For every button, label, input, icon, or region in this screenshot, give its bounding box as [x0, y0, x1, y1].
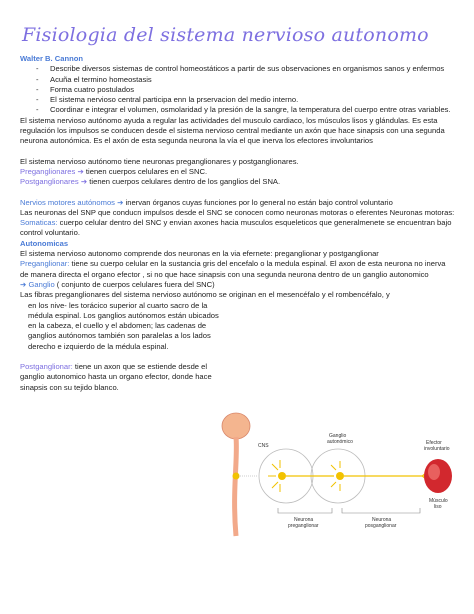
bullet-item: - Acuña el termino homeostasis: [34, 75, 456, 85]
paragraph-via: El sistema nervioso autonomo comprende dos neuronas en la via efernete: preganglionar y postganglionar: [20, 249, 379, 259]
arrow-icon: ➔: [117, 197, 124, 207]
label-posganglionar: posganglionar: [365, 523, 397, 529]
label-post-neurona: Neurona: [372, 517, 392, 523]
pregang-label: Preganglionar:: [20, 259, 70, 269]
pre-label: Preganglionares: [20, 166, 76, 176]
document-title: Fisiologia del sistema nervioso autonomo: [22, 24, 429, 46]
spinal-cord-shape: [235, 437, 237, 536]
label-musculo: Músculo: [429, 498, 448, 504]
section-heading-autonomicas: Autonomicas: [20, 238, 69, 248]
pre-bracket: [278, 508, 332, 513]
label-liso: liso: [434, 504, 442, 510]
ganglio-label: Ganglio: [28, 279, 55, 289]
label-cns: CNS: [258, 443, 269, 449]
label-pre-neurona: Neurona: [294, 517, 314, 523]
postg-text: tiene un axon que se estiende desde el ganglio autonomico hasta un organo efector, donde hace sinapsis con su tejido blanco.: [20, 362, 212, 392]
somatic-line: [20, 218, 456, 239]
author-name: Walter B. Cannon: [20, 54, 84, 63]
neuron-figure: [214, 410, 462, 538]
somatic-text: cuerpo celular dentro del SNC y envian axones hacia musculos esqueleticos que generalmenete se encuentran bajo control voluntario.: [20, 218, 452, 238]
label-efector: Efector: [426, 440, 442, 446]
preganglionic-neuron: [268, 460, 334, 492]
paragraph-fibras-cont: en los nive- les torácico superior al cuarto sacro de la médula espinal. Los ganglios autónomos están ubicados en la cabeza, el cuello y el abdomen; las cadenas de ganglios autónomos también son paralelas a los lados derecho e izquierdo de la médula espinal.: [28, 300, 219, 351]
motor-line: [20, 198, 456, 208]
paragraph-snp: Las neuronas del SNP que conducn impulsos desde el SNC se conocen como neuronas motoras o eferentes Neuronas motoras:: [20, 207, 455, 217]
post-label: Postganglionares: [20, 177, 79, 187]
paragraph-fibras: Las fibras preganglionares del sistema nervioso autónomo se originan en el mesencéfalo y el rombencéfalo, y: [20, 290, 390, 300]
paragraph-sna: El sistema nervioso autónomo ayuda a regular las actividades del musculo cardiaco, los músculos lisos y glándulas. Es esta regulación los impulsos se conducen desde el sistema nervioso central mediante un axón que hace sinapsis con una segunda neurona autonómica. Es el axón de esta segunda neurona la vía el que inerva los efectores involuntarios: [20, 115, 445, 146]
bullet-item: - Coordinar e integrar el volumen, osmolaridad y la presión de la sangre, la temperatura del cuerpo entre otras variables.: [34, 105, 456, 115]
label-autonomico: autonómico: [327, 439, 353, 445]
label-preganglionar: preganglionar: [288, 523, 319, 529]
bullet-item: - Forma cuatro postulados: [34, 85, 456, 95]
ganglio-text: ( conjunto de cuerpos celulares fuera del SNC): [54, 279, 215, 289]
brain-shape: [222, 413, 250, 439]
paragraph-neuronas: El sistema nervioso autónomo tiene neuronas preganglionares y postganglionares.: [20, 156, 299, 166]
somatic-label: Somaticas:: [20, 218, 58, 228]
arrow-icon: ➔: [20, 279, 27, 289]
arrow-icon: ➔: [80, 177, 88, 187]
bullet-list: [20, 64, 456, 115]
postg-line: [20, 362, 216, 393]
pre-text: tienen cuerpos celulares en el SNC.: [83, 166, 208, 176]
bullet-item: - Describe diversos sistemas de control homeostáticos a partir de sus observaciones en organismos sanos y enfermos: [34, 64, 456, 74]
bullet-item: - El sistema nervioso central participa enn la prservacion del medio interno.: [34, 95, 456, 105]
document-body: [20, 54, 456, 393]
pregang-text: tiene su cuerpo celular en la sustancia gris del encefalo o la medula espinal. El axon de esta neurona no inerva de manera directa el organo efector , si no que hace sinapsis con una segunda neurona dentro de un ganglio autonomico: [20, 259, 446, 279]
postg-label: Postganglionar:: [20, 362, 73, 372]
motor-text: inervan órganos cuyas funciones por lo general no están bajo control voluntario: [123, 197, 393, 207]
label-ganglio: Ganglio: [329, 433, 347, 439]
arrow-icon: ➔: [77, 166, 84, 176]
label-involuntario: involuntario: [424, 446, 450, 452]
post-text: tienen cuerpos celulares dentro de los ganglios del SNA.: [87, 177, 281, 187]
post-bracket: [342, 508, 420, 513]
post-line: [20, 177, 456, 187]
pregang-line: [20, 259, 456, 280]
pre-line: [20, 167, 456, 177]
motor-label: Nervios motores autónomos: [20, 197, 115, 207]
ganglio-line: [20, 280, 456, 290]
postganglionic-neuron: [331, 461, 428, 491]
